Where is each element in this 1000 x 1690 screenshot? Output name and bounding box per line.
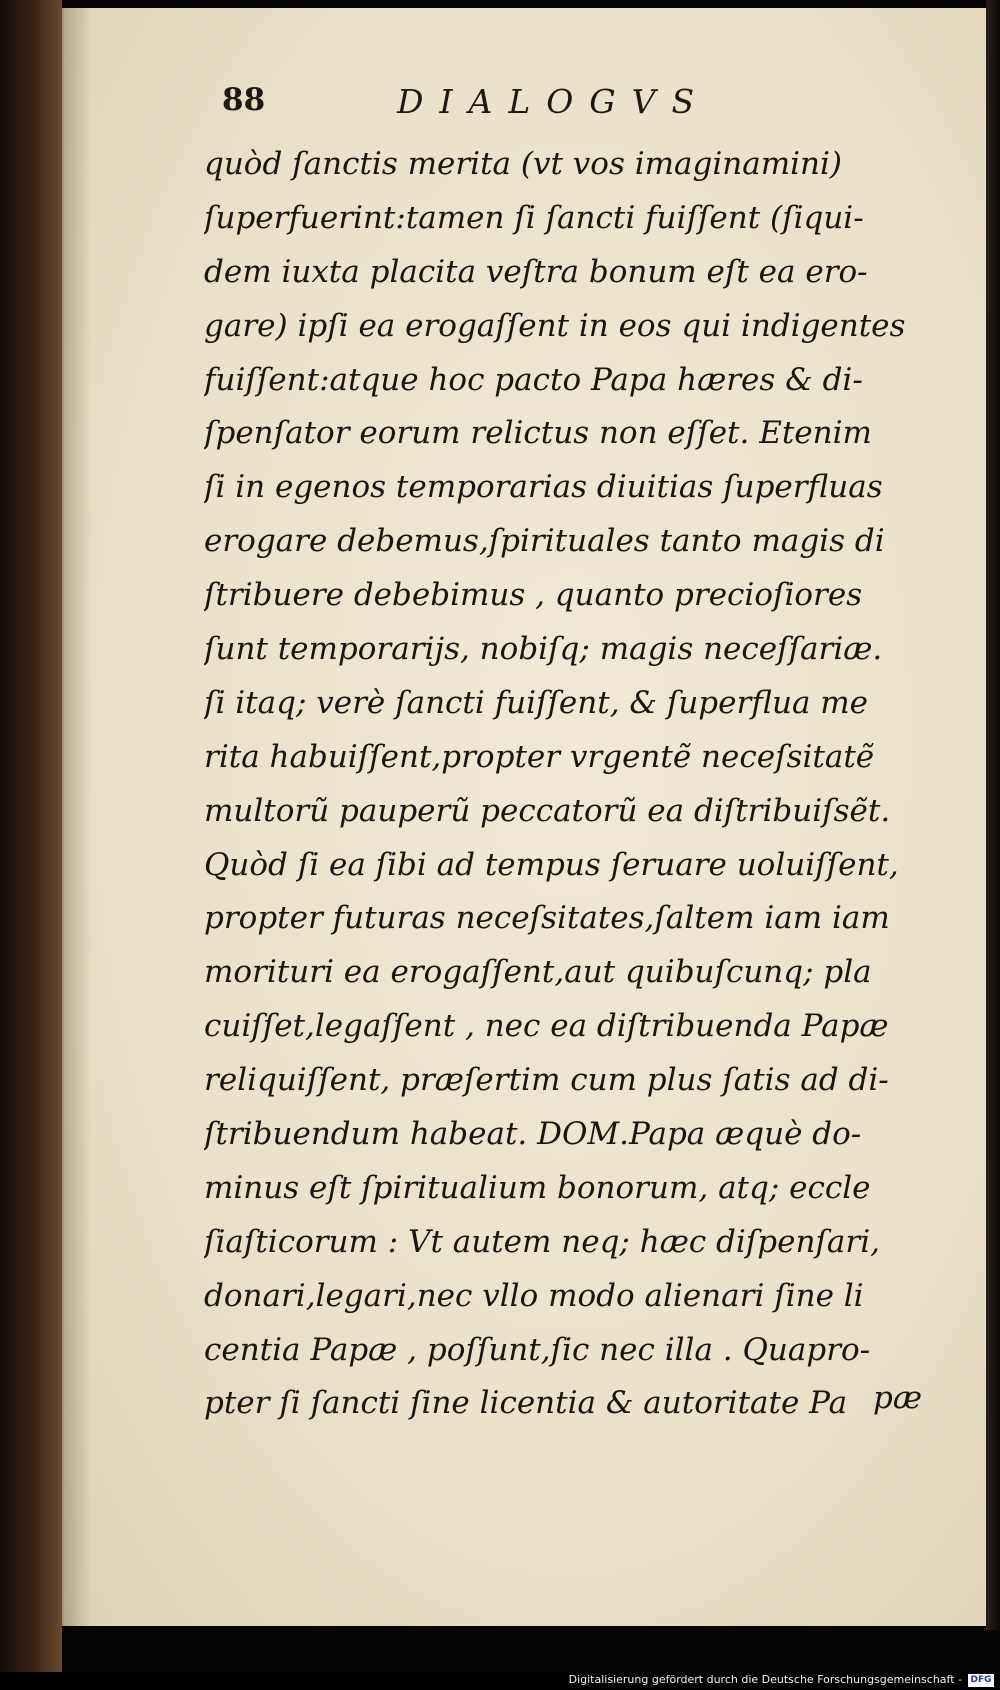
text-line: propter futuras neceſsitates,ſaltem iam iam [204, 900, 890, 937]
text-line: ſuperfuerint:tamen ſi ſancti fuiſſent (ſiqui- [204, 199, 864, 236]
text-line: minus eſt ſpiritualium bonorum, atq; eccle [204, 1169, 871, 1206]
dfg-logo: DFG [968, 1674, 994, 1687]
catchword: pæ [873, 1380, 922, 1416]
text-line: erogare debemus,ſpirituales tanto magis di [204, 523, 885, 560]
digitization-credit: Digitalisierung gefördert durch die Deutsche Forschungsgemeinschaft - [568, 1673, 962, 1686]
text-line: ſtribuendum habeat. DOM.Papa æquè do- [204, 1116, 862, 1153]
text-line: multorũ pauperũ peccatorũ ea diſtribuiſsẽt. [204, 792, 891, 829]
text-line: centia Papæ , poſſunt,ſic nec illa . Quapro- [204, 1331, 871, 1368]
text-line: fuiſſent:atque hoc pacto Papa hæres & di- [204, 361, 863, 398]
page-edge [986, 0, 1000, 1630]
text-line: ſi itaq; verè ſancti fuiſſent, & ſuperflua me [204, 684, 869, 721]
text-line: ſpenſator eorum relictus non eſſet. Etenim [204, 415, 872, 452]
text-line: cuiſſet,legaſſent , nec ea diſtribuenda Papæ [204, 1008, 889, 1045]
text-line: rita habuiſſent,propter vrgentẽ neceſsitatẽ [204, 738, 875, 775]
text-line: pter ſi ſancti ſine licentia & autoritate Pa [204, 1385, 848, 1422]
gutter-shadow [62, 8, 92, 1626]
text-line: ſi in egenos temporarias diuitias ſuperfluas [204, 469, 883, 506]
text-line: ſiaſticorum : Vt autem neq; hæc diſpenſari, [204, 1223, 880, 1260]
text-line: ſtribuere debebimus , quanto precioſiores [204, 577, 863, 614]
book-binding [0, 0, 62, 1690]
text-line: morituri ea erogaſſent,aut quibuſcunq; pla [204, 954, 872, 991]
running-title: DIALOGVS [397, 82, 711, 121]
text-line: ſunt temporarijs, nobiſq; magis neceſſariæ. [204, 631, 883, 668]
text-line: reliquiſſent, præſertim cum plus ſatis ad di- [204, 1062, 889, 1099]
text-line: dem iuxta placita veſtra bonum eſt ea ero- [204, 253, 868, 290]
text-line: Quòd ſi ea ſibi ad tempus ſeruare uoluiſſent, [204, 846, 899, 883]
body-text [204, 138, 944, 1431]
page-number: 88 [222, 82, 266, 118]
text-line: donari,legari,nec vllo modo alienari ſine li [204, 1277, 864, 1314]
text-line: gare) ipſi ea erogaſſent in eos qui indigentes [204, 307, 906, 344]
running-head [222, 82, 782, 132]
text-line: quòd ſanctis merita (vt vos imaginamini) [204, 146, 842, 182]
